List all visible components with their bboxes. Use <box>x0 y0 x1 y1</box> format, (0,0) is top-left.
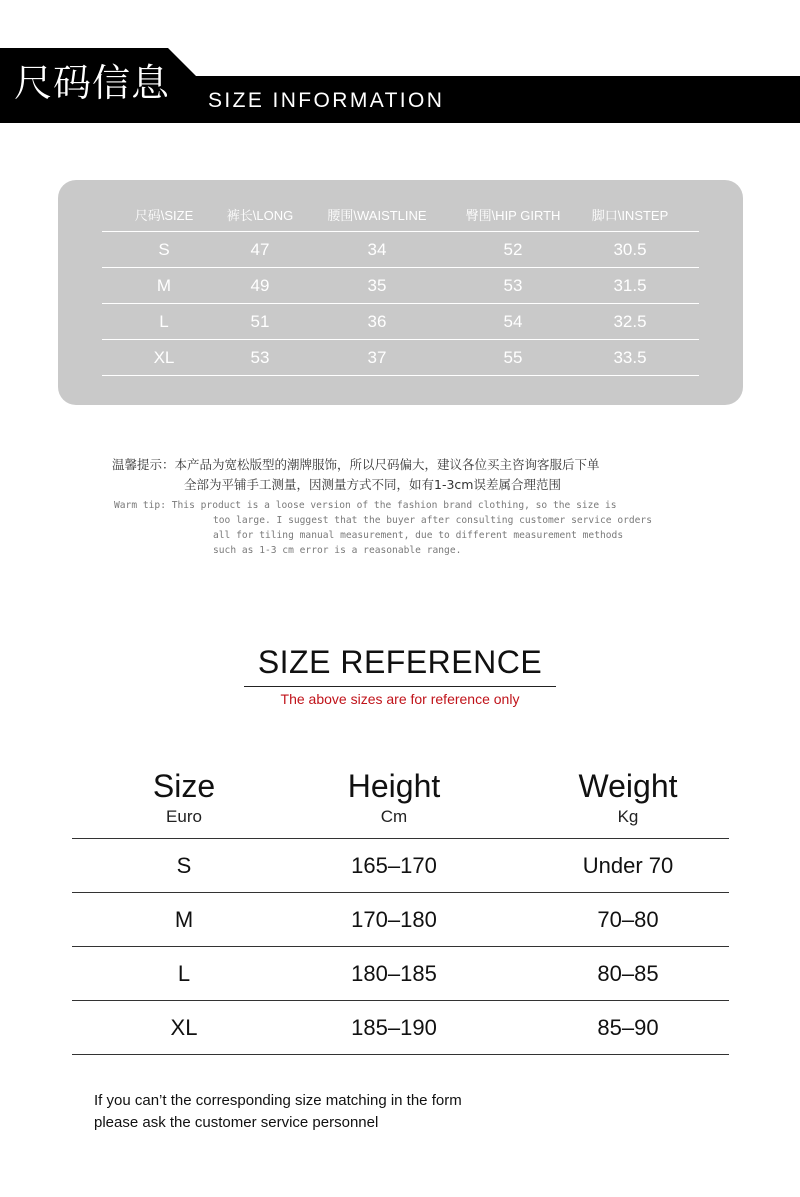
length-cell: 51 <box>250 311 270 331</box>
warm-tip-chinese <box>112 455 702 495</box>
size-reference-title: SIZE REFERENCE <box>257 644 543 680</box>
footer-note-line: please ask the customer service personnel <box>94 1114 379 1131</box>
hip-girth-cell: 55 <box>503 347 523 367</box>
weight-column-label: Weight <box>578 768 678 804</box>
size-column-unit: Euro <box>166 807 202 826</box>
instep-column-header: 脚口\INSTEP <box>591 208 669 223</box>
height-cell: 170–180 <box>351 906 437 932</box>
warm-tip-en-line: Warm tip: This product is a loose version of the fashion brand clothing, so the size is <box>114 500 617 511</box>
weight-cell: 80–85 <box>597 960 659 986</box>
size-information-card <box>58 180 743 405</box>
header-title-cn: 尺码信息 <box>14 61 171 105</box>
instep-cell: 31.5 <box>613 275 647 295</box>
size-cell: S <box>176 852 192 878</box>
instep-cell: 33.5 <box>613 347 647 367</box>
hip-girth-cell: 52 <box>503 239 523 259</box>
size-reference-divider <box>244 686 556 687</box>
size-reference-header <box>72 770 729 839</box>
size-reference-row <box>72 947 729 1001</box>
size-reference-note: The above sizes are for reference only <box>280 691 520 707</box>
warm-tip-en-line: such as 1-3 cm error is a reasonable range. <box>213 545 462 556</box>
size-table-row <box>102 232 699 268</box>
size-reference-row <box>72 839 729 893</box>
size-cell: S <box>158 239 170 259</box>
waistline-cell: 34 <box>367 239 387 259</box>
warm-tip-en-line: too large. I suggest that the buyer after consulting customer service orders <box>213 515 652 526</box>
warm-tip-english <box>114 498 652 558</box>
size-cell: L <box>159 311 169 331</box>
size-cell: XL <box>153 347 175 367</box>
height-column-header <box>314 770 474 825</box>
size-table-row <box>102 304 699 340</box>
size-cell: M <box>156 275 172 295</box>
size-column-label: Size <box>152 768 216 804</box>
size-reference-table <box>72 770 729 1055</box>
hip-girth-cell: 53 <box>503 275 523 295</box>
size-table-row <box>102 340 699 376</box>
weight-column-header <box>548 770 708 825</box>
footer-note <box>94 1090 462 1134</box>
height-column-unit: Cm <box>380 807 408 826</box>
footer-note-line: If you can’t the corresponding size matching in the form <box>94 1092 462 1109</box>
warm-tip-en-line: all for tiling manual measurement, due to different measurement methods <box>213 530 624 541</box>
weight-cell: 70–80 <box>597 906 659 932</box>
height-cell: 180–185 <box>351 960 437 986</box>
weight-cell: Under 70 <box>582 852 674 878</box>
length-cell: 47 <box>250 239 270 259</box>
hip-girth-column-header: 臀围\HIP GIRTH <box>465 208 561 223</box>
header-title-en: SIZE INFORMATION <box>208 89 445 112</box>
instep-cell: 30.5 <box>613 239 647 259</box>
size-information-table <box>102 198 699 376</box>
size-cell: L <box>177 960 191 986</box>
waistline-cell: 37 <box>367 347 387 367</box>
warm-tip-cn-line: 全部为平铺手工测量，因测量方式不同，如有1-3cm误差属合理范围 <box>184 477 561 492</box>
height-cell: 165–170 <box>351 852 437 878</box>
height-column-label: Height <box>347 768 441 804</box>
size-reference-row <box>72 1001 729 1055</box>
waistline-cell: 36 <box>367 311 387 331</box>
waistline-cell: 35 <box>367 275 387 295</box>
length-column-header: 裤长\LONG <box>226 208 294 223</box>
size-reference-row <box>72 893 729 947</box>
size-column-header <box>104 770 264 825</box>
instep-cell: 32.5 <box>613 311 647 331</box>
size-table-header <box>102 198 699 232</box>
warm-tip-cn-line: 温馨提示：本产品为宽松版型的潮牌服饰，所以尺码偏大，建议各位买主咨询客服后下单 <box>112 457 600 472</box>
height-cell: 185–190 <box>351 1014 437 1040</box>
hip-girth-cell: 54 <box>503 311 523 331</box>
size-cell: XL <box>170 1014 198 1040</box>
length-cell: 49 <box>250 275 270 295</box>
size-cell: M <box>174 906 194 932</box>
size-table-row <box>102 268 699 304</box>
length-cell: 53 <box>250 347 270 367</box>
weight-column-unit: Kg <box>617 807 639 826</box>
size-column-header: 尺码\SIZE <box>134 208 194 223</box>
weight-cell: 85–90 <box>597 1014 659 1040</box>
waistline-column-header: 腰围\WAISTLINE <box>327 208 427 223</box>
